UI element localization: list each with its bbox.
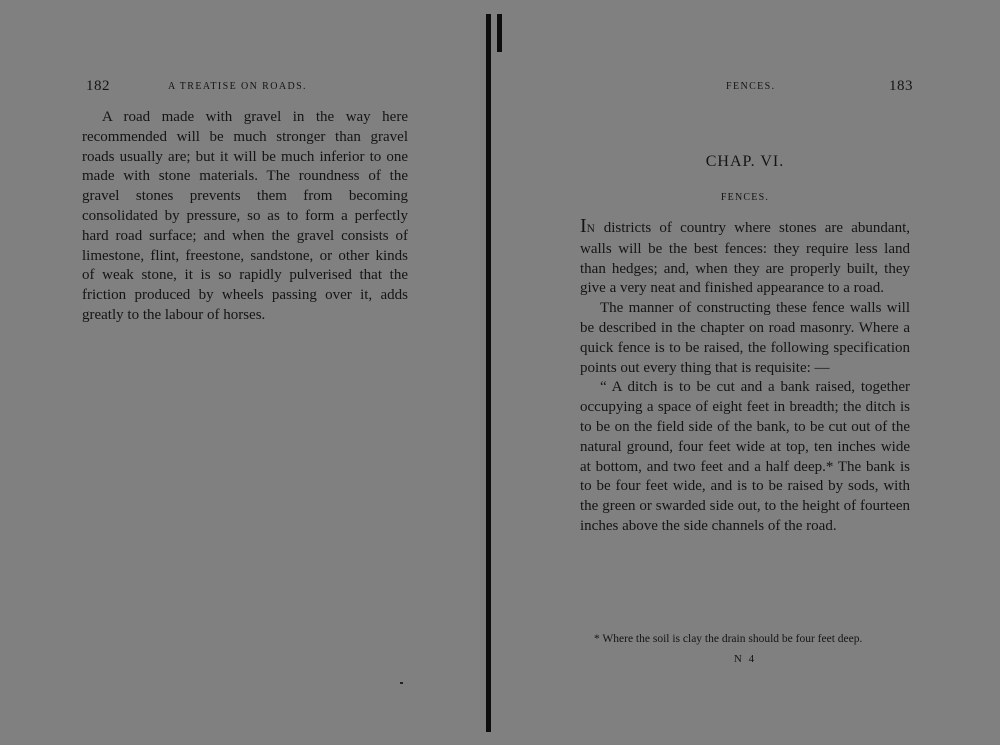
right-body-text [580,217,910,537]
paragraph-ditch-specification: “ A ditch is to be cut and a bank raised, together occupying a space of eight feet in breadth; the ditch is to be on the field side of the bank, to be cut out of the natural ground, four feet wide at top, ten inches wide at bottom, and two feet and a half deep.* The bank is to be four feet wide, and is to be raised by sods, with the green or swarded side out, to the height of fourteen inches above the side channels of the road. [580,379,910,534]
left-running-head [82,78,408,98]
book-gutter [486,14,491,732]
left-paragraph: A road made with gravel in the way here recommended will be much stronger than gravel roads usually are; but it will be much inferior to one made with stone materials. The roundness of the gravel stones prevents them from becoming consolidated by pressure, so as to form a perfectly hard road surface; and when the gravel consists of limestone, flint, freestone, sandstone, or other kinds of weak stone, it is so rapidly pulverised that the friction produced by wheels passing over it, adds greatly to the labour of horses. [82,109,408,323]
opening-paragraph [580,217,910,299]
right-running-head-title: FENCES. [726,81,776,92]
section-title: FENCES. [720,192,770,203]
drop-cap: I [580,215,587,237]
paragraph-fence-walls: The manner of constructing these fence walls will be described in the chapter on road masonry. Where a quick fence is to be raised, the following specification points out every thing that is requisite: — [580,300,910,376]
left-page-number: 182 [86,78,110,94]
book-gutter-top [497,14,502,52]
right-page-number: 183 [889,78,913,94]
footnote: * Where the soil is clay the drain should be four feet deep. [594,633,863,645]
right-running-head [580,78,913,98]
signature-mark: N 4 [733,653,757,665]
small-caps-letter: N [586,223,596,235]
paper-speck [400,682,403,684]
chapter-title: CHAP. VI. [705,153,785,170]
left-running-head-title: A TREATISE ON ROADS. [168,81,307,92]
opening-paragraph-text: districts of country where stones are abundant, walls will be the best fences: they require less land than hedges; and, when they are properly built, they give a very neat and finished appearance to a road. [580,220,910,297]
left-body-text [82,108,408,326]
